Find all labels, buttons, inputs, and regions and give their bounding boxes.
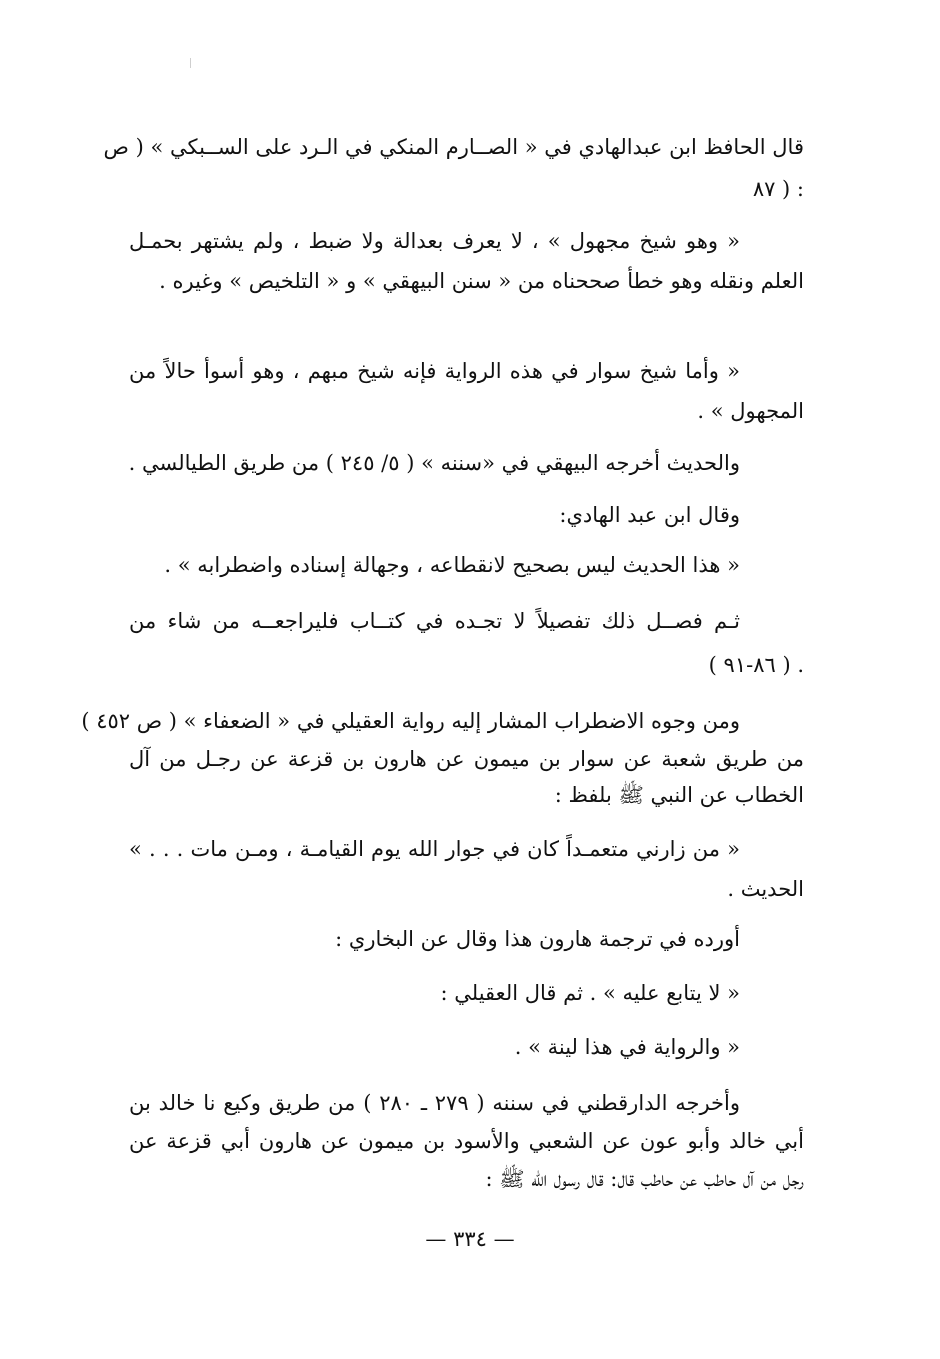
text-line: « لا يتابع عليه » . ثم قال العقيلي : bbox=[440, 981, 740, 1005]
text-line: وأخرجه الدارقطني في سننه ( ٢٧٩ ـ ٢٨٠ ) من طريق وكيع نا خالد بن bbox=[129, 1091, 740, 1115]
text-line: المجهول » . bbox=[697, 399, 804, 423]
text-line: « وهو شيخ مجهول » ، لا يعرف بعدالة ولا ضبط ، ولم يشتهر بحمـل bbox=[129, 229, 740, 253]
text-line: ٨٧ ) : bbox=[752, 177, 804, 201]
text-line: والحديث أخرجه البيهقي في «سننه » ( ٥/ ٢٤٥ ) من طريق الطيالسي . bbox=[128, 451, 740, 475]
text-line: قال الحافظ ابن عبدالهادي في « الصــارم المنكي في الـرد على الســبكي » ( ص bbox=[103, 135, 804, 159]
text-line: الخطاب عن النبي ﷺ بلفظ : bbox=[554, 783, 804, 807]
text-line: الحديث . bbox=[727, 877, 804, 901]
text-line: رجل من آل حاطب عن حاطب قال: قال رسول الله ﷺ : bbox=[485, 1167, 804, 1191]
page-number: — ٣٣٤ — bbox=[425, 1227, 515, 1251]
text-line: ( ٨٦-٩١ ) . bbox=[708, 653, 804, 677]
text-line: وقال ابن عبد الهادي: bbox=[559, 503, 740, 527]
scan-mark bbox=[190, 58, 191, 68]
text-line: « من زارني متعمـداً كان في جوار الله يوم القيامـة ، ومـن مات . . . » bbox=[129, 837, 740, 861]
text-line: « وأما شيخ سوار في هذه الرواية فإنه شيخ مبهم ، وهو أسوأ حالاً من bbox=[129, 359, 740, 383]
text-line: ثـم فصــل ذلك تفصيلاً لا تجـده في كتــاب فليراجعــه من شاء من bbox=[129, 609, 740, 633]
text-line: من طريق شعبة عن سوار بن ميمون عن هارون بن قزعة عن رجـل من آل bbox=[129, 747, 804, 771]
text-line: « والرواية في هذا لينة » . bbox=[514, 1035, 740, 1059]
text-line: أورده في ترجمة هارون هذا وقال عن البخاري : bbox=[335, 927, 740, 951]
text-line: أبي خالد وأبو عون عن الشعبي والأسود بن ميمون عن هارون أبي قزعة عن bbox=[129, 1129, 804, 1153]
text-line: « هذا الحديث ليس بصحيح لانقطاعه ، وجهالة إسناده واضطرابه » . bbox=[164, 553, 740, 577]
text-line: العلم ونقله وهو خطأ صححناه من « سنن البيهقي » و « التلخيص » وغيره . bbox=[159, 269, 804, 293]
text-line: ومن وجوه الاضطراب المشار إليه رواية العقيلي في « الضعفاء » ( ص ٤٥٢ ) bbox=[81, 709, 740, 733]
